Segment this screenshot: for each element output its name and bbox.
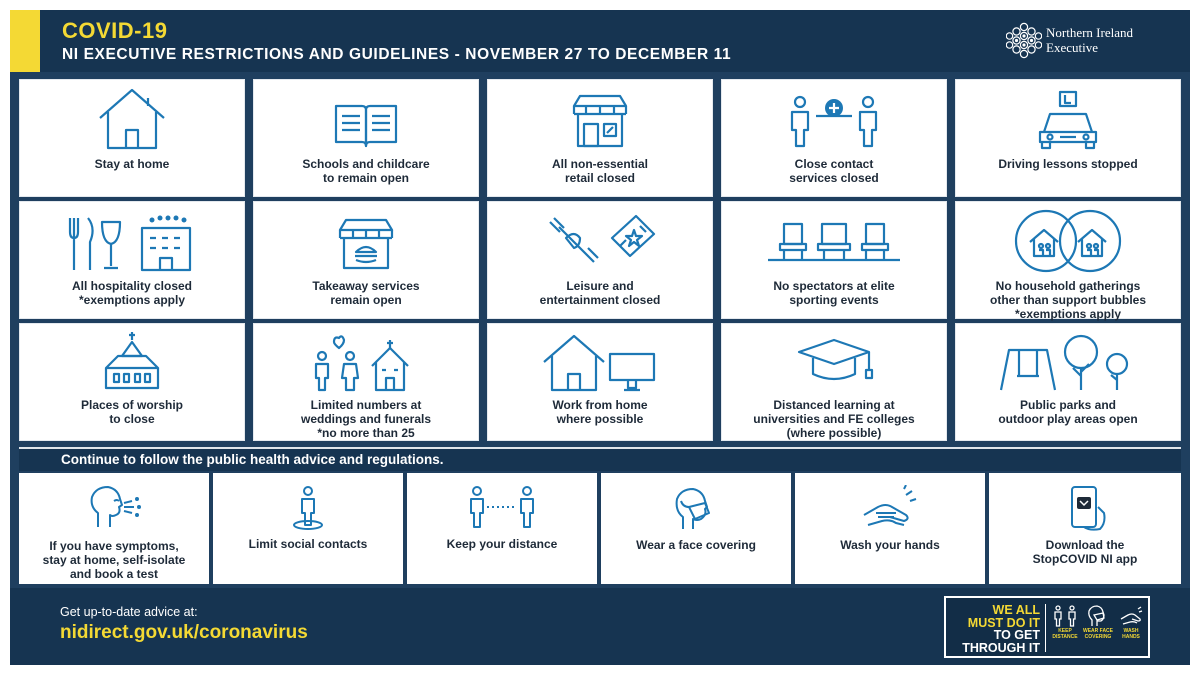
covid-restrictions-poster	[10, 10, 1190, 665]
card-leisure-closed	[487, 201, 713, 319]
distance-people-icon	[467, 485, 537, 533]
card-weddings-funerals	[253, 323, 479, 441]
label-line-3: (where possible)	[786, 426, 882, 440]
card-label	[960, 157, 1176, 171]
label-line-1: Places of worship	[80, 398, 184, 412]
stadium-seats-icon	[764, 208, 904, 274]
tip-social-contacts	[213, 473, 403, 584]
tip-wash-hands	[795, 473, 985, 584]
church-icon	[92, 330, 172, 396]
card-close-contact-closed	[721, 79, 947, 197]
label-line-2: services closed	[789, 171, 879, 185]
card-household-gatherings	[955, 201, 1181, 319]
wedding-couple-icon	[306, 330, 426, 396]
page-subtitle: NI EXECUTIVE RESTRICTIONS AND GUIDELINES - NOVEMBER 27 TO DECEMBER 11	[62, 46, 732, 63]
open-book-icon	[326, 86, 406, 152]
label-line-2: remain open	[330, 293, 402, 307]
page-title: COVID-19	[62, 18, 168, 43]
label-line-2: StopCOVID NI app	[1032, 552, 1138, 566]
label-line-2: to close	[109, 412, 155, 426]
tip-face-covering	[601, 473, 791, 584]
tip-label	[411, 537, 593, 551]
badge-line-3: TO GET	[993, 628, 1040, 642]
learner-car-icon	[1028, 86, 1108, 152]
header	[10, 10, 1190, 72]
card-retail-closed	[487, 79, 713, 197]
phone-app-icon	[1060, 483, 1110, 533]
dumbbell-ticket-icon	[540, 208, 660, 274]
advice-band-text: Continue to follow the public health advice and regulations.	[61, 452, 444, 467]
card-stay-at-home	[19, 79, 245, 197]
label-line-1: Public parks and	[1019, 398, 1117, 412]
card-label	[258, 157, 474, 185]
card-takeaway-open	[253, 201, 479, 319]
advice-link[interactable]: nidirect.gov.uk/coronavirus	[60, 622, 308, 643]
house-icon	[92, 86, 172, 152]
badge-wash-hands	[1116, 604, 1146, 640]
label-line-1: Limit social contacts	[248, 537, 368, 551]
badge-face-covering	[1083, 604, 1113, 640]
label-line-1: Leisure and	[566, 279, 634, 293]
cough-symptoms-icon	[84, 483, 144, 531]
card-label	[726, 279, 942, 307]
label-line-1: Schools and childcare	[302, 157, 430, 171]
card-label	[258, 398, 474, 440]
label-line-1: All hospitality closed	[71, 279, 193, 293]
label-line-1: Stay at home	[94, 157, 170, 171]
card-label	[492, 157, 708, 185]
label-line-3: *no more than 25	[317, 426, 415, 440]
hexagon-cluster-icon	[1006, 22, 1042, 60]
card-label	[726, 398, 942, 440]
graduation-cap-icon	[789, 330, 879, 396]
logo-line-2: Executive	[1046, 40, 1098, 55]
label-line-2: outdoor play areas open	[998, 412, 1138, 426]
face-covering-icon	[671, 485, 721, 533]
badge-icon-label: WASH HANDS	[1122, 628, 1140, 640]
shop-front-icon	[560, 86, 640, 152]
card-label	[960, 398, 1176, 426]
label-line-1: All non-essential	[551, 157, 649, 171]
card-worship-close	[19, 323, 245, 441]
label-line-1: Close contact	[794, 157, 874, 171]
label-line-3: *exemptions apply	[1014, 307, 1122, 321]
card-label	[24, 157, 240, 171]
park-swing-trees-icon	[993, 330, 1143, 396]
cutlery-glass-hotel-icon	[62, 208, 202, 274]
advice-band	[19, 447, 1181, 471]
tip-symptoms	[19, 473, 209, 584]
label-line-1: No household gatherings	[995, 279, 1141, 293]
card-no-spectators	[721, 201, 947, 319]
label-line-1: Download the	[1045, 538, 1125, 552]
logo-text	[1046, 25, 1133, 55]
footer	[10, 588, 1190, 665]
distance-people-icon	[1053, 604, 1077, 628]
label-line-1: Work from home	[552, 398, 648, 412]
label-line-2: universities and FE colleges	[753, 412, 915, 426]
card-label	[24, 398, 240, 426]
wash-hands-icon	[860, 485, 920, 533]
header-accent-bar	[10, 10, 40, 72]
card-label	[492, 279, 708, 307]
single-person-icon	[288, 485, 328, 533]
badge-line-4: THROUGH IT	[962, 640, 1040, 655]
tip-label	[799, 538, 981, 552]
tip-label	[605, 538, 787, 552]
takeaway-shop-icon	[326, 208, 406, 274]
label-line-2: weddings and funerals	[300, 412, 432, 426]
label-line-2: sporting events	[789, 293, 879, 307]
tip-label	[217, 537, 399, 551]
tip-label	[993, 538, 1177, 566]
advice-prompt: Get up-to-date advice at:	[60, 605, 198, 619]
tip-download-app	[989, 473, 1181, 584]
card-label	[24, 279, 240, 307]
label-line-2: entertainment closed	[539, 293, 661, 307]
card-label	[258, 279, 474, 307]
badge-line-1: WE ALL	[992, 603, 1040, 617]
badge-keep-distance	[1050, 604, 1080, 640]
badge-icon-label: WEAR FACE COVERING	[1083, 628, 1113, 640]
badge-slogan	[952, 604, 1040, 654]
label-line-2: stay at home, self-isolate	[42, 553, 186, 567]
label-line-2: to remain open	[322, 171, 409, 185]
label-line-1: No spectators at elite	[773, 279, 895, 293]
ni-executive-logo	[1006, 22, 1166, 62]
card-schools-open	[253, 79, 479, 197]
label-line-1: Distanced learning at	[773, 398, 895, 412]
badge-line-2: MUST DO IT	[967, 615, 1040, 630]
home-computer-icon	[540, 330, 660, 396]
label-line-2: other than support bubbles	[990, 293, 1146, 307]
label-line-1: Limited numbers at	[310, 398, 422, 412]
label-line-1: Wash your hands	[840, 538, 940, 552]
card-label	[492, 398, 708, 426]
close-contact-icon	[786, 86, 882, 152]
wash-hands-icon	[1119, 604, 1143, 628]
card-hospitality-closed	[19, 201, 245, 319]
label-line-1: Driving lessons stopped	[998, 157, 1138, 171]
label-line-1: If you have symptoms,	[49, 539, 179, 553]
label-line-2: *exemptions apply	[78, 293, 186, 307]
face-covering-icon	[1086, 604, 1110, 628]
label-line-1: Keep your distance	[446, 537, 558, 551]
tip-label	[23, 539, 205, 581]
card-parks-open	[955, 323, 1181, 441]
card-work-from-home	[487, 323, 713, 441]
label-line-2: retail closed	[564, 171, 636, 185]
card-label	[726, 157, 942, 185]
label-line-2: where possible	[556, 412, 644, 426]
badge-divider	[1045, 604, 1046, 652]
badge-icon-label: KEEP DISTANCE	[1052, 628, 1078, 640]
label-line-3: and book a test	[69, 567, 158, 581]
card-label	[960, 279, 1176, 321]
advice-row	[19, 473, 1181, 585]
restrictions-grid	[19, 79, 1181, 443]
logo-line-1: Northern Ireland	[1046, 25, 1133, 40]
we-all-must-do-it-badge	[944, 596, 1150, 658]
tip-keep-distance	[407, 473, 597, 584]
label-line-1: Wear a face covering	[636, 538, 756, 552]
label-line-1: Takeaway services	[312, 279, 420, 293]
card-driving-lessons	[955, 79, 1181, 197]
card-distanced-learning	[721, 323, 947, 441]
household-bubbles-icon	[1008, 208, 1128, 274]
